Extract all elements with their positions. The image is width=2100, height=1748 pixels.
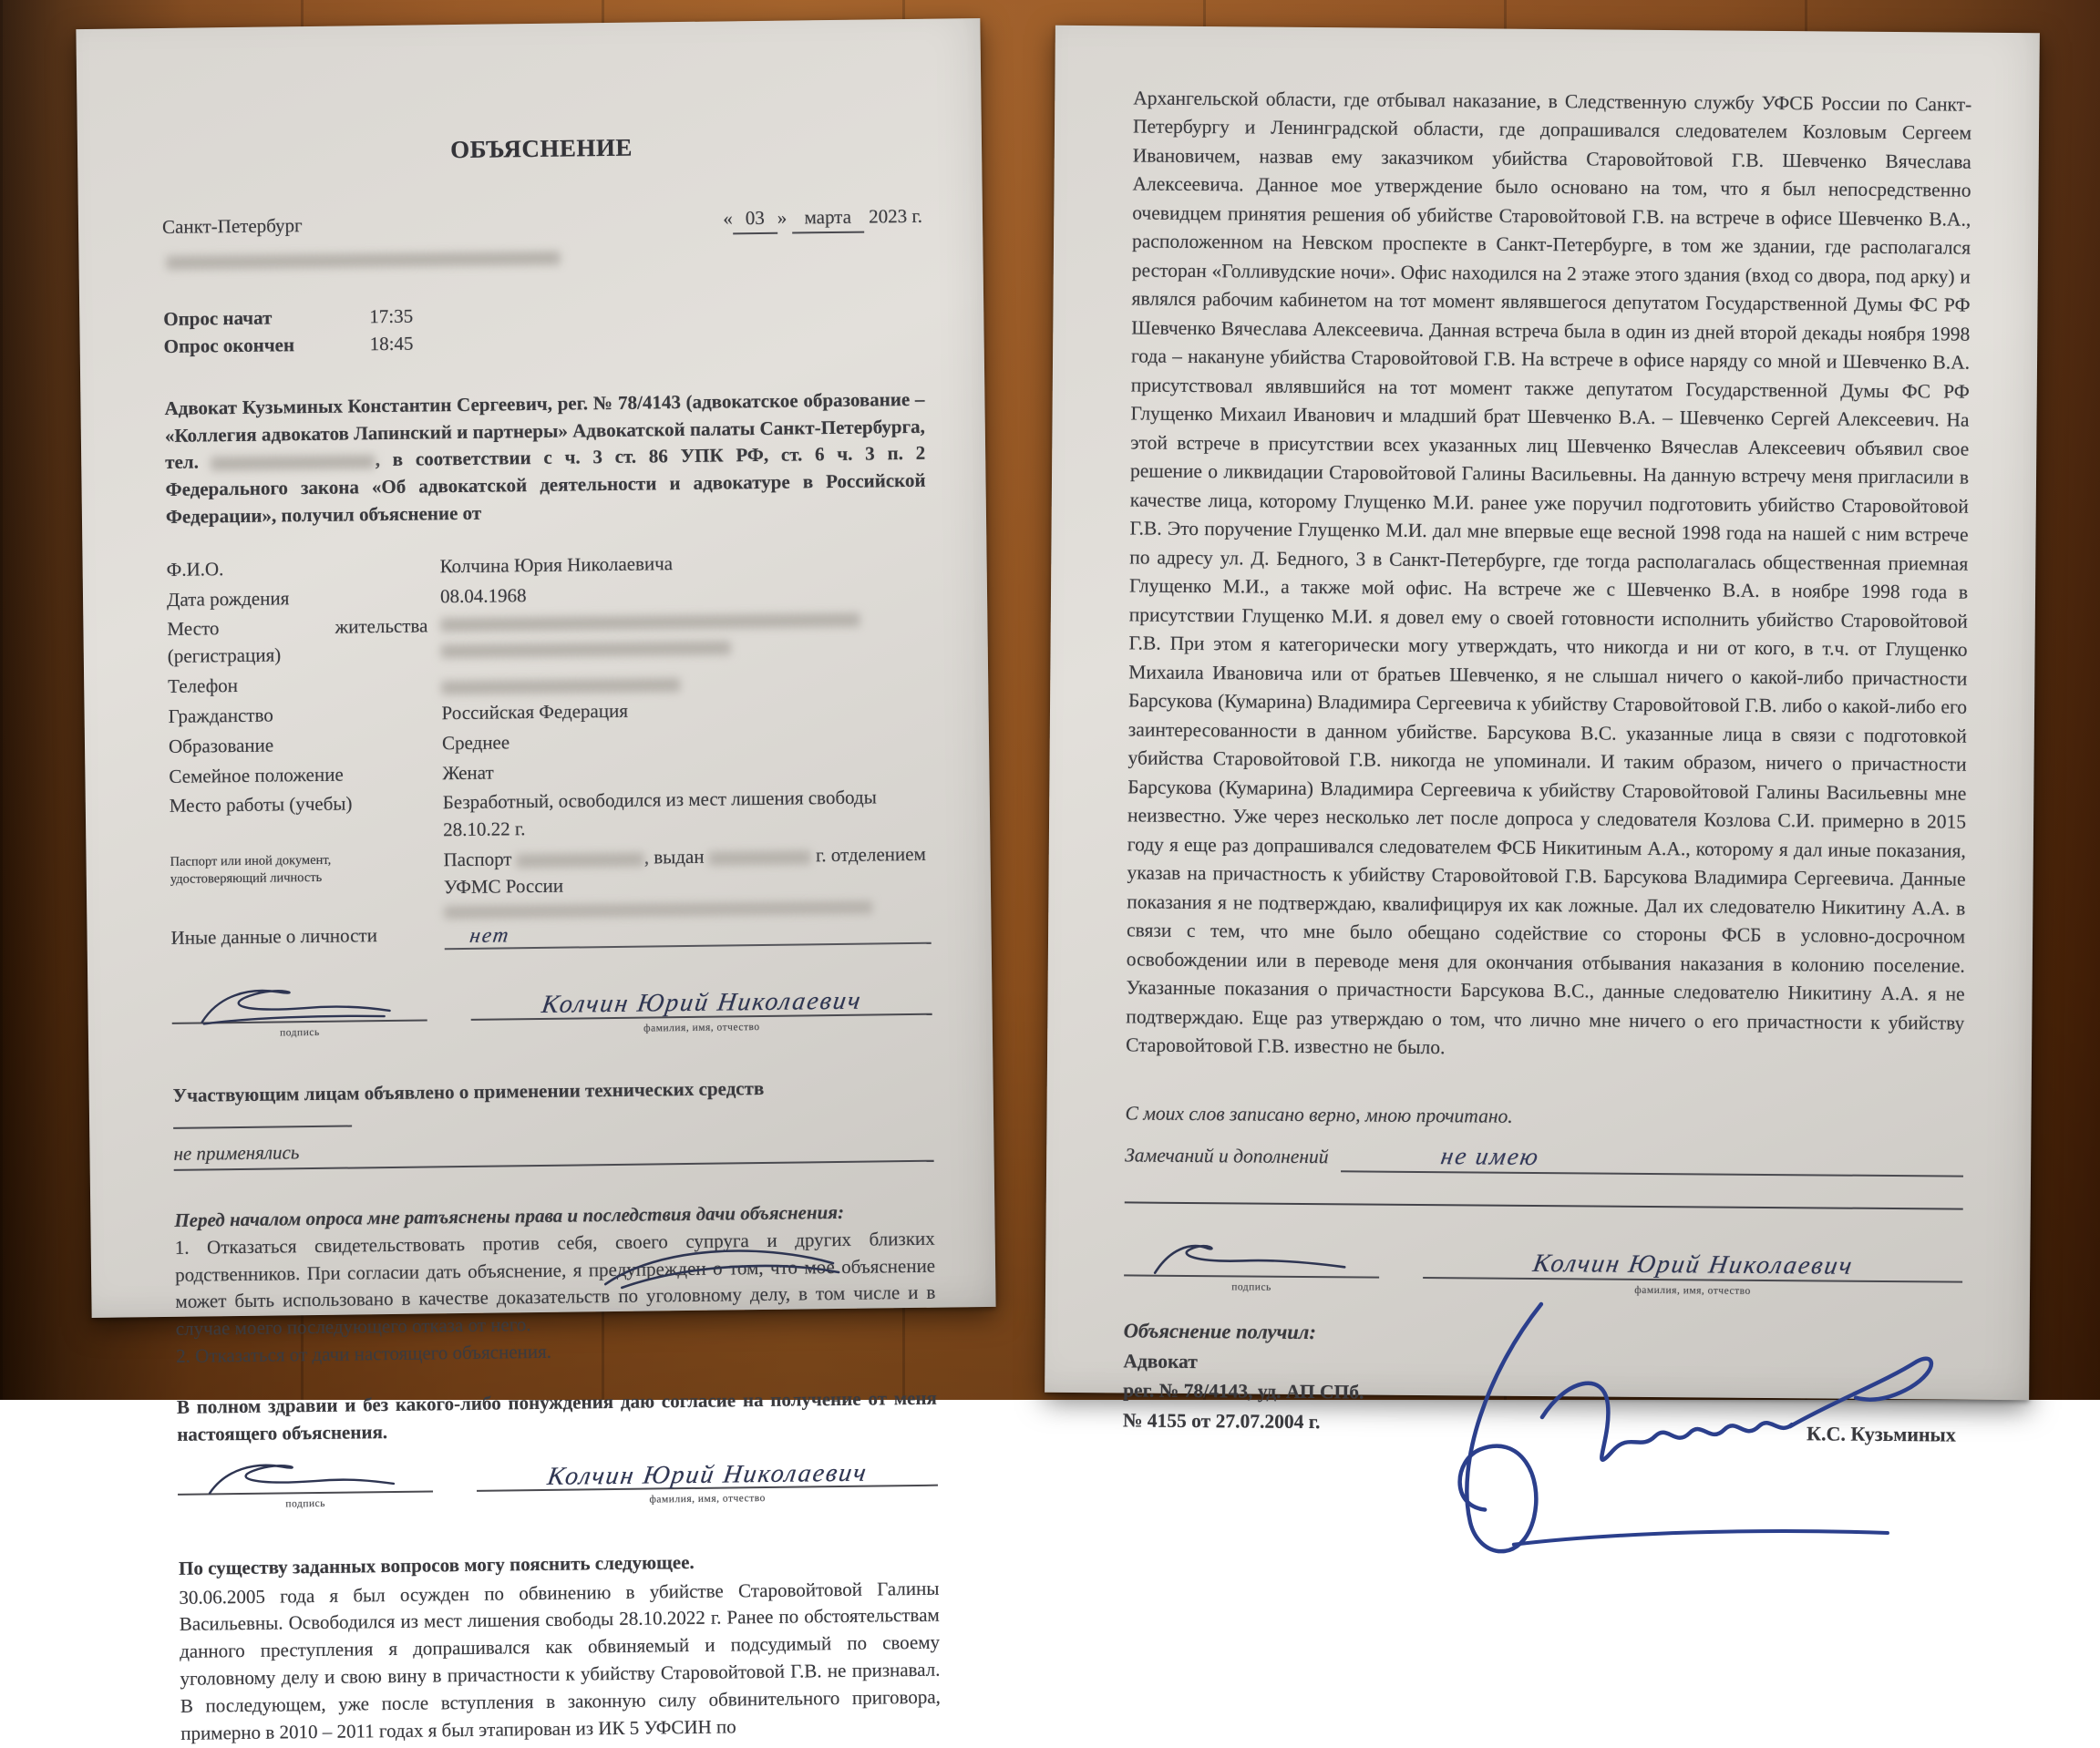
other-data-line [444, 915, 931, 950]
remarks-row [1125, 1136, 1963, 1177]
education-value: Среднее [441, 731, 510, 754]
redacted-text [166, 252, 560, 270]
fio-label: Ф.И.О. [166, 558, 224, 581]
received-cert: № 4155 от 27.07.2004 г. [1122, 1409, 1321, 1433]
passport-label-line2: удостоверяющий личность [170, 869, 323, 887]
citizenship-value: Российская Федерация [441, 699, 629, 725]
passport-issued-word: , выдан [643, 845, 705, 869]
residence-word2: жительства [335, 614, 428, 639]
received-block [1122, 1316, 1962, 1550]
signature-row-1 [171, 966, 932, 1043]
signature-swoosh-icon [594, 1236, 850, 1293]
residence-word3: (регистрация) [167, 643, 282, 668]
handwritten-name: Колчин Юрий Николаевич [539, 987, 864, 1020]
passport-label-line1: Паспорт или иной документ, [170, 852, 332, 869]
fullname-caption: фамилия, имя, отчество [649, 1493, 766, 1506]
work-value: Безработный, освободился из мест лишения свободы 28.10.22 г. [442, 786, 877, 841]
signature-block [177, 1449, 433, 1514]
read-confirmation: С моих слов записано верно, мною прочитано. [1125, 1102, 1513, 1128]
remarks-line [1341, 1137, 1963, 1177]
handwritten-net: нет [468, 922, 512, 947]
redacted-phone [211, 455, 376, 470]
signature-caption: подпись [1231, 1280, 1271, 1293]
dob-label: Дата рождения [166, 586, 290, 611]
received-role: Адвокат [1123, 1350, 1198, 1373]
fullname-block [476, 1443, 938, 1510]
signature-paraph-icon [201, 1456, 411, 1501]
interview-times [163, 297, 924, 361]
received-heading: Объяснение получил: [1123, 1319, 1317, 1344]
date-line [723, 203, 922, 234]
page-title: ОБЪЯСНЕНИЕ [449, 133, 633, 164]
interview-start-value: 17:35 [369, 304, 414, 328]
marital-label: Семейное положение [169, 763, 344, 787]
tech-means-text: Участвующим лицам объявлено о применении технических средств [172, 1076, 765, 1106]
handwritten-name: Колчин Юрий Николаевич [545, 1458, 870, 1491]
handwritten-name: Колчин Юрий Николаевич [1530, 1249, 1856, 1281]
residence-label [167, 613, 441, 671]
advocate-intro-part2: , в соответствии с ч. 3 ст. 86 УПК РФ, ст. 6 ч. 3 п. 2 Федерального закона «Об адвокатской деятельности и адвокатуре в Российской Федерации», получил объяснение от [165, 442, 926, 528]
signature-row-2 [177, 1443, 938, 1514]
rights-heading: Перед началом опроса мне ратъяснены права и последствия дачи объяснения: [174, 1200, 845, 1231]
city-label: Санкт-Петербург [161, 214, 303, 239]
document-page-2 [1045, 26, 2040, 1446]
residence-value-redacted [440, 607, 928, 667]
residence-word1: Место [167, 617, 220, 641]
date-year: 2023 г. [869, 205, 923, 228]
marital-value: Женат [442, 761, 494, 784]
document-page-1 [76, 18, 995, 1744]
dob-value: 08.04.1968 [439, 583, 527, 607]
redacted-text [709, 850, 811, 865]
interview-start-label: Опрос начат [163, 306, 273, 331]
tech-means-answer: не применялись [173, 1141, 300, 1166]
signature-caption: подпись [285, 1498, 326, 1510]
consent-paragraph: В полном здравии и без какого-либо понуждения даю согласие на получение от меня настоящего объяснения. [176, 1386, 937, 1445]
fullname-block [470, 966, 932, 1039]
passport-value [443, 841, 931, 919]
phone-label: Телефон [168, 674, 239, 698]
interview-end-label: Опрос окончен [163, 334, 295, 357]
person-fields [166, 548, 931, 954]
tech-means-answer-line [173, 1132, 933, 1171]
interview-end-value: 18:45 [369, 332, 414, 355]
signature-paraph-icon [194, 980, 405, 1030]
redacted-text [440, 613, 860, 632]
essence-paragraph: 30.06.2005 года я был осужден по обвинению в убийстве Старовойтовой Галины Васильевны. Освободился из мест лишения свободы 28.10.2022 г. Ранее по обстоятельствам данного преступления я допрашивался как обвиняемый и подсудимый по своему уголовному делу и свою вину в причастности к убийству Старовойтовой Г.В. не признавал. В последующем, уже после вступления в законную силу обвинительного приговора, примерно в 2010 – 2011 годах я был этапирован из ИК 5 УФСИН по [179, 1577, 941, 1744]
received-reg: рег. № 78/4143, уд. АП СПб. [1123, 1379, 1364, 1404]
blank-rule [1125, 1201, 1963, 1209]
redacted-text [444, 900, 872, 919]
signature-caption: подпись [280, 1027, 320, 1039]
rights-item-2: 2. Отказаться от дачи настоящего объяснения. [176, 1340, 552, 1367]
other-data-label: Иные данные о личности [170, 923, 377, 949]
date-day: 03 [733, 205, 777, 234]
date-month: марта [791, 204, 864, 234]
citizenship-label: Гражданство [168, 704, 273, 727]
signature-block [1124, 1225, 1380, 1296]
date-quote-open: « [723, 207, 733, 230]
signature-paraph-icon [1142, 1232, 1361, 1283]
fullname-caption: фамилия, имя, отчество [1634, 1284, 1751, 1297]
redacted-text [441, 642, 731, 659]
passport-authority: г. отделением УФМС России [443, 842, 926, 899]
fullname-caption: фамилия, имя, отчество [643, 1022, 760, 1034]
redacted-text [441, 678, 680, 694]
education-label: Образование [168, 734, 274, 757]
advocate-name: К.С. Кузьминых [1806, 1422, 1956, 1446]
fio-value: Колчина Юрия Николаевича [439, 551, 674, 578]
rights-item-1: 1. Отказаться свидетельствовать против себя, своего супруга и других близких родственников. При согласии дать объяснение, я предупрежден о том, что мое объяснение может быть использовано в качестве доказательств по уголовному делу, в том числе и в случае моего последующего отказа от него. [174, 1227, 936, 1341]
advocate-intro-paragraph [164, 386, 926, 531]
statement-body: Архангельской области, где отбывал наказание, в Следственную службу УФСБ России по Санкт-Петербургу и Ленинградской области, где допрашивался следователем Козловым Сергеем Ивановичем, назвав ему заказчиком убийства Старовойтовой Г.В. Шевченко Вячеслава Алексеевича. Данное мое утверждение было основано на том, что я был непосредственно очевидцем принятия решения об убийстве Старовойтовой Г.В. на встрече в офисе Шевченко В.А., расположенном на Невском проспекте в Санкт-Петербурге, в том же здании, где располагался ресторан «Голливудские ночи». Офис находился на 2 этаже этого здания (вход со двора, под арку) и являлся рабочим кабинетом на тот момент являвшегося депутатом Государственной Думы ФС РФ Шевченко Вячеслава Алексеевича. Данная встреча была в один из дней второй декады ноября 1998 года – накануне убийства Старовойтовой Г.В. На встрече в офисе наряду со мной и Шевченко В.А. присутствовал являвшийся на тот момент также депутатом Государственной Думы ФС РФ Глущенко Михаил Иванович и младший брат Шевченко В.А. – Шевченко Сергей Алексеевич. На этой встрече в присутствии всех указанных лиц Шевченко Вячеслав Алексеевич объявил свое решение о ликвидации Старовойтовой Галины Васильевны. На данную встречу меня пригласили в качестве лица, которому Глущенко М.И. ранее уже поручил подготовить убийство Старовойтовой Г.В. Это поручение Глущенко М.И. дал мне впервые еще весной 1998 года на нашей с ним встрече по адресу ул. Д. Бедного, 3 в Санкт-Петербурге, где тогда располагалась общественная приемная Глущенко М.И., а также мой офис. На встрече же с Шевченко В.А. в ноябре 1998 года в присутствии Глущенко М.И. я довел ему о своей готовности исполнить убийство Старовойтовой Г.В. При этом я категорически могу утверждать, что никогда и ни от кого, в т.ч. от Глущенко Михаила Ивановича или от братьев Шевченко, я не слышал ничего о какой-либо причастности Барсукова (Кумарина) Владимира Сергеевича к убийству Старовойтовой Г.В. либо о какой-либо его заинтересованности в данном убийстве. Барсукова В.С. указанные лица в связи с подготовкой убийства Старовойтовой Г.В. никогда не упоминали. И таким образом, ничего о причастности Барсукова (Кумарина) Владимира Сергеевича к убийству Старовойтовой Галины Васильевны мне неизвестно. Уже через несколько лет после допроса у следователя Козлова С.И. примерно в 2015 году я еще раз допрашивался следователем ФСБ Никитиным А.А., которому я дал иные показания, указав на причастность к убийству Старовойтовой Г.В. Барсукова Владимира Сергеевича. Данные показания я не подтверждаю, квалифицируя их как ложные. Дал их следователю Никитину А.А. в связи с тем, что мне было обещано содействие со стороны ФСБ в условно-досрочном освобождении или в переводе меня для окончания отбывания наказания в колонию поселение. Указанные показания о причастности Барсукова В.С., данные следователю Никитину А.А. я не подтверждаю. Еще раз утверждаю о том, что лично мне ничего о его причастности к убийству Старовойтовой Г.В. известно не было. [1126, 87, 1972, 1059]
passport-label [170, 847, 444, 921]
phone-value-redacted [441, 664, 928, 697]
date-quote-close: » [777, 206, 788, 230]
blank-line [173, 1107, 352, 1129]
city-date-row [162, 203, 922, 242]
redacted-text [517, 852, 644, 868]
advocate-intro-part1: Адвокат Кузьминых Константин Сергеевич, рег. № 78/4143 (адвокатское образование – «Коллегия адвокатов Лапинский и партнеры» Адвокатской палаты Санкт-Петербурга, тел. [164, 387, 925, 474]
signature-block [171, 972, 427, 1043]
tech-means-heading [173, 1073, 934, 1137]
work-label: Место работы (учебы) [169, 792, 353, 817]
handwritten-remarks: не имею [1439, 1142, 1543, 1170]
passport-word: Паспорт [443, 848, 512, 871]
essence-heading: По существу заданных вопросов могу пояснить следующее. [178, 1550, 695, 1579]
remarks-label: Замечаний и дополнений [1125, 1144, 1329, 1168]
